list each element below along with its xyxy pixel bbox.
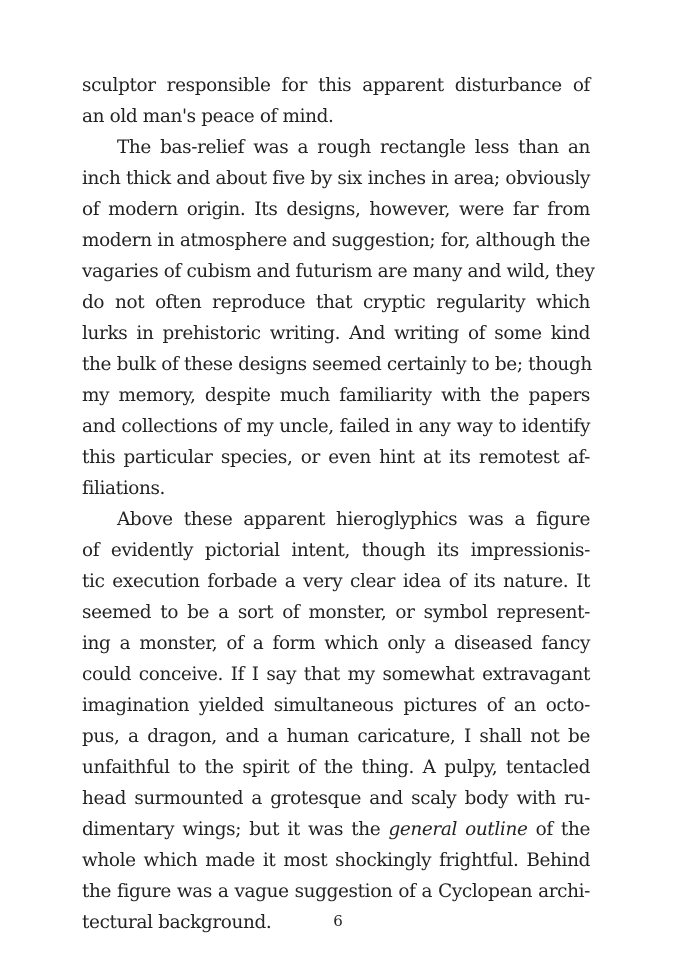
text-line: my memory, despite much familiarity with the papers (82, 385, 590, 406)
text-line: unfaithful to the spirit of the thing. A pulpy, tentacled (82, 757, 590, 778)
text-line: ing a monster, of a form which only a diseased fancy (82, 633, 590, 654)
text-line: vagaries of cubism and futurism are many and wild, they (82, 261, 595, 282)
text-line: dimentary wings; but it was the general outline of the (82, 819, 590, 840)
text-line: of modern origin. Its designs, however, were far from (82, 199, 590, 220)
text-line: the figure was a vague suggestion of a Cyclopean archi- (82, 881, 590, 902)
text-line: and collections of my uncle, failed in any way to identify (82, 416, 590, 437)
text-line: do not often reproduce that cryptic regularity which (82, 292, 590, 313)
text-line: of evidently pictorial intent, though its impressionis- (82, 540, 590, 561)
text-line: head surmounted a grotesque and scaly body with ru- (82, 788, 590, 809)
text-line: tectural background. (82, 912, 272, 933)
paragraph (82, 504, 590, 938)
text-line: Above these apparent hieroglyphics was a figure (117, 509, 590, 530)
text-line: sculptor responsible for this apparent disturbance of (82, 75, 590, 96)
text-line: modern in atmosphere and suggestion; for, although the (82, 230, 590, 251)
text-line: filiations. (82, 478, 166, 499)
italic-phrase: general outline (388, 819, 528, 840)
body-text (82, 70, 595, 938)
text-line: pus, a dragon, and a human caricature, I shall not be (82, 726, 590, 747)
text-line: seemed to be a sort of monster, or symbol represent- (82, 602, 590, 623)
text-line: lurks in prehistoric writing. And writing of some kind (82, 323, 590, 344)
text-line: an old man's peace of mind. (82, 106, 334, 127)
text-line: tic execution forbade a very clear idea of its nature. It (82, 571, 590, 592)
text-line: the bulk of these designs seemed certainly to be; though (82, 354, 592, 375)
paragraph (82, 70, 590, 132)
text-line: whole which made it most shockingly frightful. Behind (82, 850, 590, 871)
text-line: The bas-relief was a rough rectangle less than an (117, 137, 590, 158)
paragraph (82, 132, 595, 504)
text-line: inch thick and about five by six inches in area; obviously (82, 168, 590, 189)
text-line: could conceive. If I say that my somewhat extravagant (82, 664, 590, 685)
page-number: 6 (333, 912, 343, 930)
text-line: imagination yielded simultaneous pictures of an octo- (82, 695, 590, 716)
text-line: this particular species, or even hint at its remotest af- (82, 447, 590, 468)
